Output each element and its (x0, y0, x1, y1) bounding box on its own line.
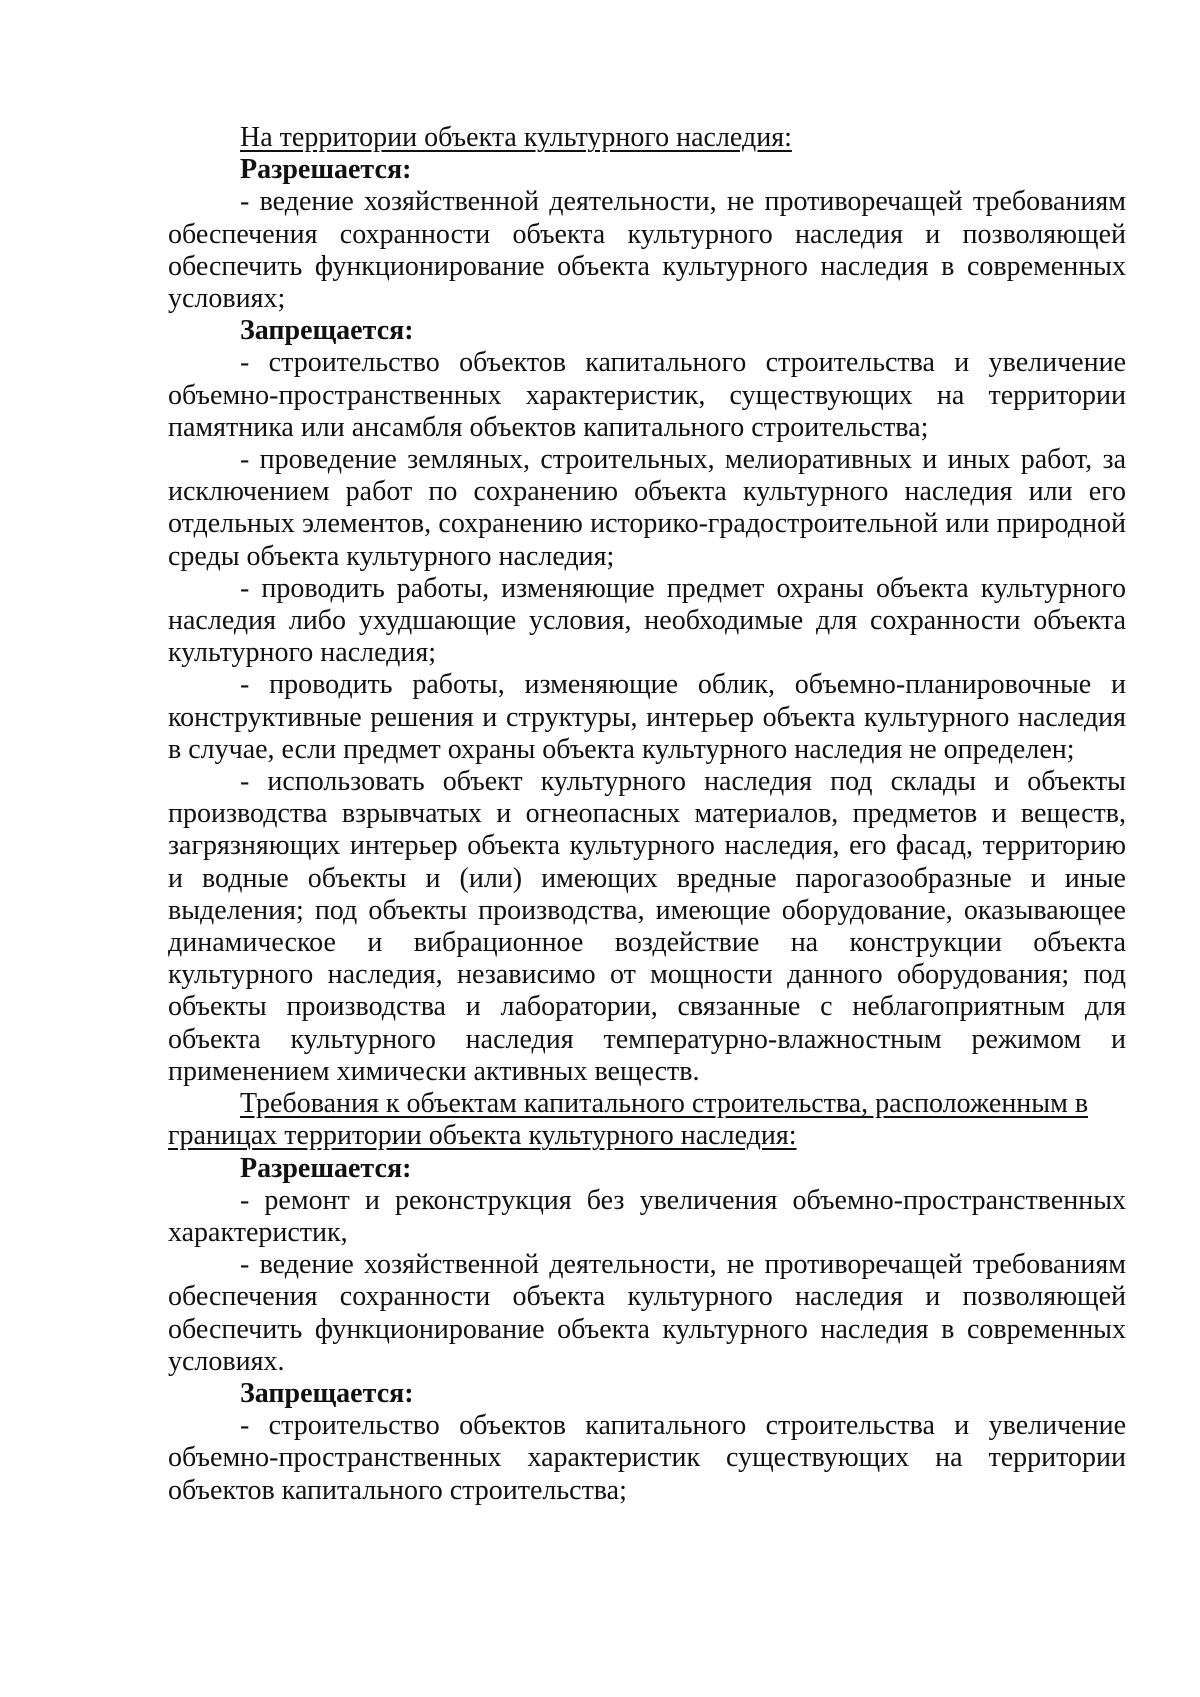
section1-heading: На территории объекта культурного наследия: (240, 122, 792, 153)
section2-forbidden-label: Запрещается: (240, 1377, 414, 1409)
section1-forbidden-item-5: - использовать объект культурного наследия под склады и объекты производства взрывчатых и огнеопасных материалов, предметов и веществ, загрязняющих интерьер объекта культурного наследия, его фасад, территорию и водные объекты и (или) имеющих вредные парогазообразные и иные выделения; под объекты производства, имеющие оборудование, оказывающее динамическое и вибрационное воздействие на конструкции объекта культурного наследия, независимо от мощности данного оборудования; под объекты производства и лаборатории, связанные с неблагоприятным для объекта культурного наследия температурно-влажностным режимом и применением химически активных веществ. (168, 766, 1126, 1087)
section1-forbidden-item-1: - строительство объектов капитального строительства и увеличение объемно-пространственных характеристик, существующих на территории памятника или ансамбля объектов капитального строительства; (168, 347, 1126, 443)
section2-allowed-item-2: - ведение хозяйственной деятельности, не противоречащей требованиям обеспечения сохранности объекта культурного наследия и позволяющей обеспечить функционирование объекта культурного наследия в современных условиях. (168, 1249, 1126, 1377)
section2-allowed-item-1: - ремонт и реконструкция без увеличения объемно-пространственных характеристик, (168, 1184, 1126, 1248)
section1-forbidden-item-2: - проведение земляных, строительных, мелиоративных и иных работ, за исключением работ по сохранению объекта культурного наследия или его отдельных элементов, сохранению историко-градостроительной или природной среды объекта культурного наследия; (168, 444, 1126, 572)
section1-allowed-item-1: - ведение хозяйственной деятельности, не противоречащей требованиям обеспечения сохранности объекта культурного наследия и позволяющей обеспечить функционирование объекта культурного наследия в современных условиях; (168, 186, 1126, 315)
section2-heading: Требования к объектам капитального строительства, расположенным в границах территории объекта культурного наследия: (168, 1088, 1089, 1152)
section1-forbidden-item-4: - проводить работы, изменяющие облик, объемно-планировочные и конструктивные решения и структуры, интерьер объекта культурного наследия в случае, если предмет охраны объекта культурного наследия не определен; (168, 669, 1126, 765)
section1-forbidden-item-3: - проводить работы, изменяющие предмет охраны объекта культурного наследия либо ухудшающие условия, необходимые для сохранности объекта культурного наследия; (168, 572, 1126, 669)
section1-forbidden-label: Запрещается: (240, 315, 414, 347)
section2-allowed-label: Разрешается: (240, 1152, 412, 1184)
document-page (168, 122, 1126, 1507)
section2-forbidden-item-1: - строительство объектов капитального строительства и увеличение объемно-пространственных характеристик существующих на территории объектов капитального строительства; (168, 1410, 1126, 1506)
section1-allowed-label: Разрешается: (240, 154, 412, 186)
